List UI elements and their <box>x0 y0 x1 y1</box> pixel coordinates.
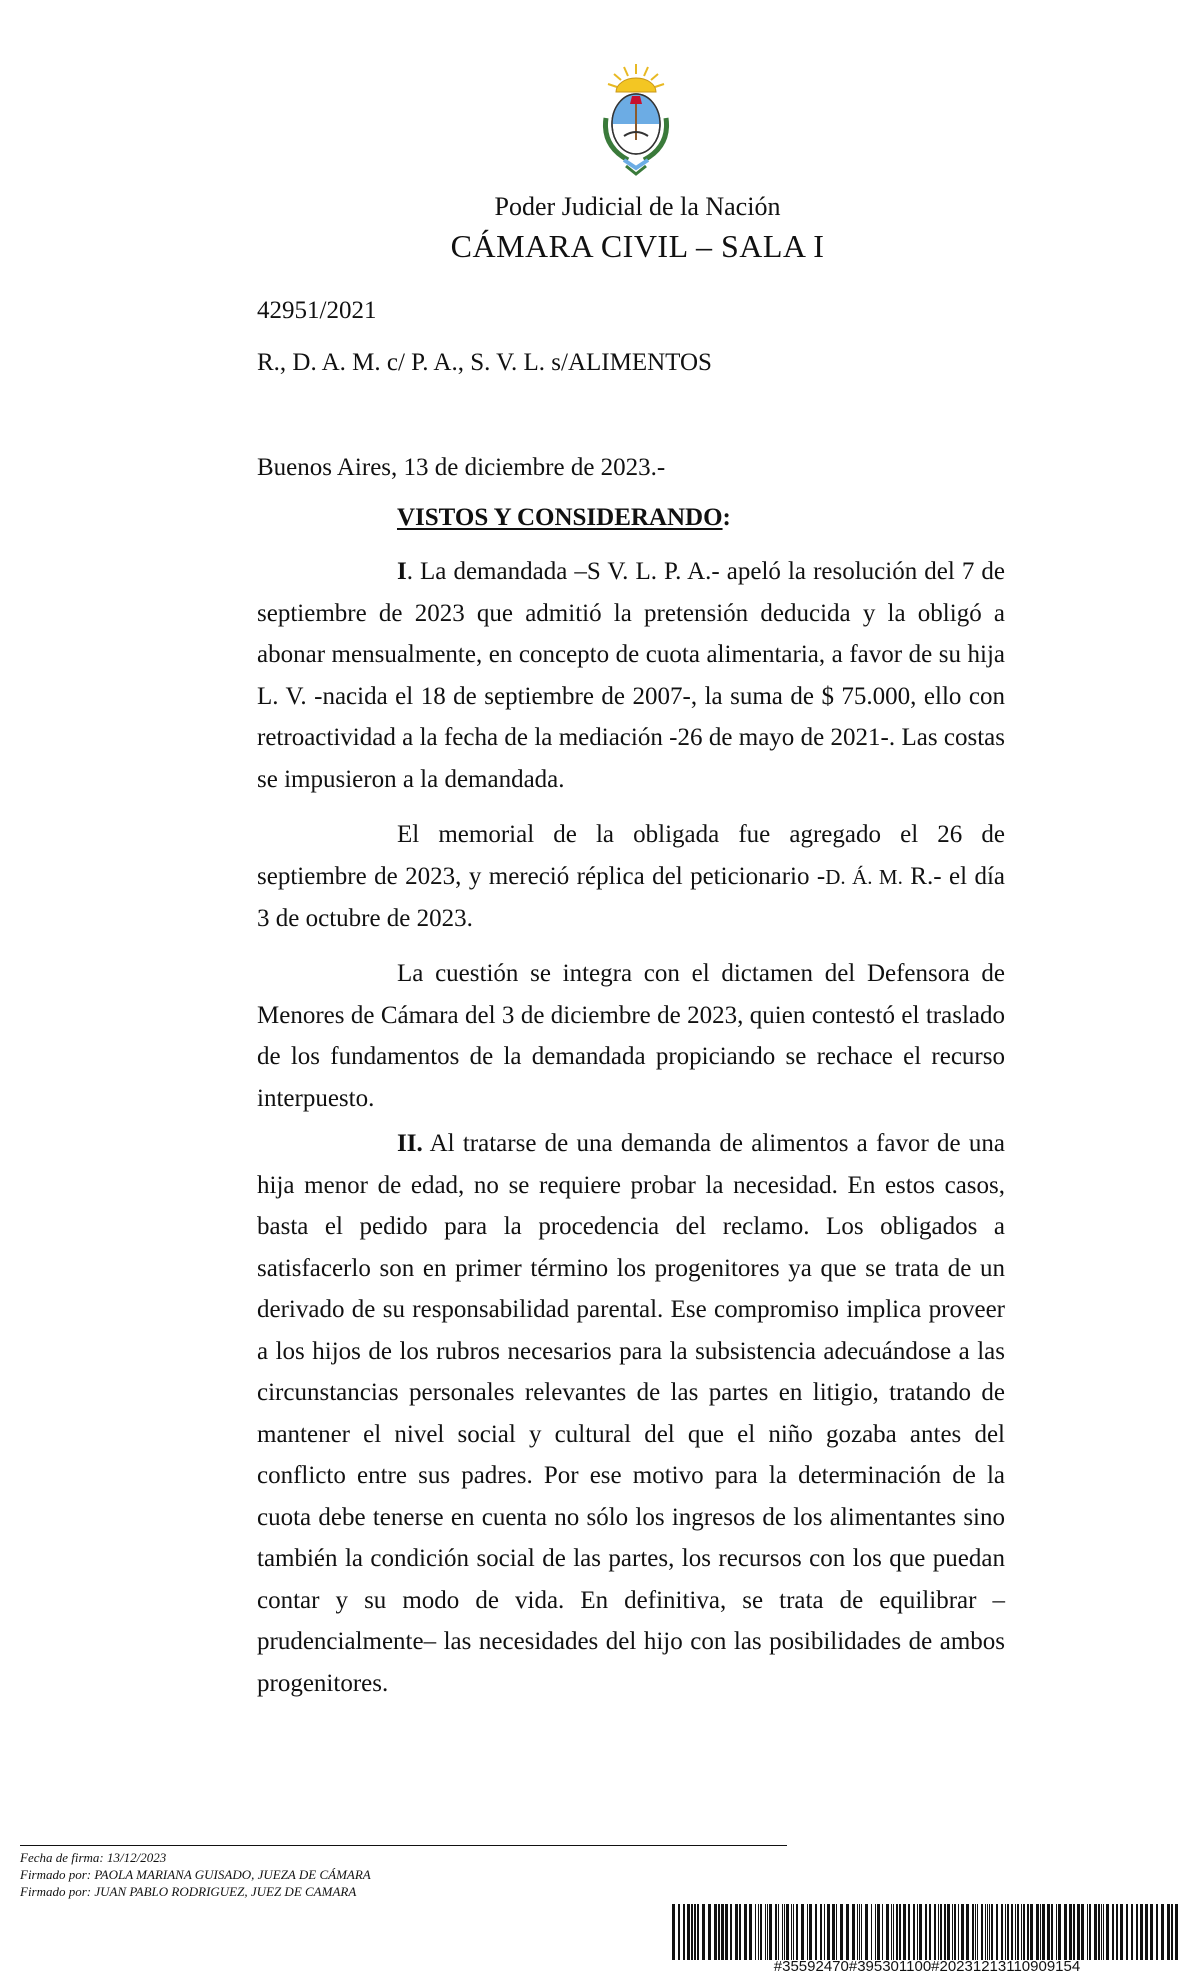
barcode-bar <box>871 1904 872 1960</box>
barcode-bar <box>793 1904 794 1960</box>
barcode-bar <box>735 1904 738 1960</box>
barcode-bar <box>832 1904 835 1960</box>
barcode-bar <box>991 1904 993 1960</box>
paragraph-2-initials: D. Á. M. <box>825 864 903 889</box>
barcode-bar <box>739 1904 741 1960</box>
barcode-bar <box>678 1904 680 1960</box>
barcode-bar <box>954 1904 956 1960</box>
barcode-bar <box>886 1904 889 1960</box>
barcode-bar <box>767 1904 768 1960</box>
paragraph-2-text-after: R.- el día 3 de octubre de 2023. <box>257 862 1005 932</box>
barcode-bar <box>1106 1904 1109 1960</box>
barcode-bar <box>1171 1904 1173 1960</box>
barcode-bar <box>836 1904 837 1960</box>
barcode-bar <box>985 1904 986 1960</box>
barcode-bar <box>875 1904 876 1960</box>
barcode-bar <box>1087 1904 1088 1960</box>
barcode-bar <box>708 1904 711 1960</box>
barcode-bar <box>896 1904 898 1960</box>
barcode-bar <box>940 1904 942 1960</box>
case-number: 42951/2021 <box>257 297 377 324</box>
barcode-bar <box>702 1904 705 1960</box>
barcode-bar <box>1150 1904 1153 1960</box>
barcode-bar <box>859 1904 860 1960</box>
barcode-bar <box>972 1904 974 1960</box>
paragraph-3 <box>257 953 1005 1119</box>
barcode-bar <box>1094 1904 1097 1960</box>
barcode-bar <box>989 1904 990 1960</box>
barcode-bar <box>801 1904 804 1960</box>
barcode-bar <box>1140 1904 1143 1960</box>
barcode-bar <box>1036 1904 1039 1960</box>
barcode-bar <box>1051 1904 1053 1960</box>
barcode-bar <box>683 1904 685 1960</box>
paragraph-1-mark: I <box>397 558 407 585</box>
barcode-bar <box>721 1904 724 1960</box>
barcode-bar <box>1116 1904 1118 1960</box>
barcode-bar <box>778 1904 779 1960</box>
barcode-bar <box>1167 1904 1170 1960</box>
barcode-bar <box>765 1904 766 1960</box>
barcode-bar <box>1136 1904 1138 1960</box>
institution-name: Poder Judicial de la Nación <box>494 192 781 221</box>
paragraph-2 <box>257 814 1005 940</box>
barcode-bar <box>977 1904 978 1960</box>
barcode-bar <box>775 1904 777 1960</box>
barcode-bar <box>996 1904 998 1960</box>
paragraph-1-text: . La demandada –S V. L. P. A.- apeló la resolución del 7 de septiembre de 2023 que admitió la pretensión deducida y la obligó a abonar mensualmente, en concepto de cuota alimentaria, a favor de su hija L. V. -nacida el 18 de septiembre de 2007-, la suma de $ 75.000, ello con retroactividad a la fecha de la mediación -26 de mayo de 2021-. Las costas se impusieron a la demandada. <box>257 558 1005 793</box>
barcode-bar <box>925 1904 927 1960</box>
barcode-bar <box>796 1904 798 1960</box>
barcode-bar <box>891 1904 892 1960</box>
barcode-bar <box>1056 1904 1057 1960</box>
barcode-bar <box>938 1904 939 1960</box>
barcode-bar <box>1058 1904 1061 1960</box>
signature-date: Fecha de firma: 13/12/2023 <box>20 1850 167 1865</box>
barcode-bar <box>987 1904 988 1960</box>
barcode-bar <box>966 1904 969 1960</box>
barcode-bar <box>1030 1904 1033 1960</box>
barcode-bar <box>718 1904 720 1960</box>
barcode-bar <box>1047 1904 1050 1960</box>
barcode-bar <box>908 1904 910 1960</box>
barcode-bar <box>1073 1904 1075 1960</box>
paragraph-1 <box>257 551 1005 800</box>
barcode-bar <box>820 1904 822 1960</box>
barcode-bar <box>760 1904 762 1960</box>
barcode-bar <box>1077 1904 1080 1960</box>
barcode-bar <box>791 1904 792 1960</box>
barcode-bar <box>1175 1904 1178 1960</box>
barcode-bar <box>1089 1904 1091 1960</box>
barcode-bar <box>1069 1904 1072 1960</box>
barcode-bar <box>807 1904 808 1960</box>
barcode-bar <box>1027 1904 1029 1960</box>
barcode-bar <box>882 1904 883 1960</box>
barcode-bar <box>917 1904 918 1960</box>
barcode-bar <box>697 1904 699 1960</box>
barcode-bar <box>1098 1904 1100 1960</box>
section-heading <box>397 504 731 532</box>
barcode-bar <box>865 1904 868 1960</box>
barcode-bar <box>958 1904 959 1960</box>
barcode-bar <box>782 1904 783 1960</box>
signature-signer-1: Firmado por: PAOLA MARIANA GUISADO, JUEZA DE CÁMARA <box>20 1867 371 1882</box>
barcode-bar <box>1131 1904 1133 1960</box>
paragraph-4-text: Al tratarse de una demanda de alimentos a favor de una hija menor de edad, no se requiere probar la necesidad. En estos casos, basta el pedido para la procedencia del reclamo. Los obligados a satisfacerlo son en primer término los progenitores ya que se trata de un derivado de su responsabilidad parental. Ese compromiso implica proveer a los hijos de los rubros necesarios para la subsistencia adecuándose a las circunstancias personales relevantes de las partes en litigio, tratando de mantener el nivel social y cultural del que el niño gozaba antes del conflicto entre sus padres. Por ese motivo para la determinación de la cuota debe tenerse en cuenta no sólo los ingresos de los alimentantes sino también la condición social de las partes, los recursos con los que puedan contar y su modo de vida. En definitiva, se trata de equilibrar –prudencialmente– las necesidades del hijo con las posibilidades de ambos progenitores. <box>257 1130 1005 1697</box>
barcode-bar <box>1040 1904 1041 1960</box>
barcode-bar <box>786 1904 789 1960</box>
barcode-bar <box>827 1904 830 1960</box>
barcode-bar <box>877 1904 880 1960</box>
paragraph-3-text: La cuestión se integra con el dictamen del Defensora de Menores de Cámara del 3 de diciembre de 2023, quien contestó el traslado de los fundamentos de la demandada propiciando se rechace el recurso interpuesto. <box>257 960 1005 1112</box>
barcode-bar <box>815 1904 817 1960</box>
barcode-bar <box>1017 1904 1019 1960</box>
barcode-bar <box>725 1904 728 1960</box>
barcode-bar <box>694 1904 696 1960</box>
barcode-bar <box>857 1904 858 1960</box>
barcode-bar <box>903 1904 906 1960</box>
barcode-bar <box>1007 1904 1009 1960</box>
section-heading-underlined: VISTOS Y CONSIDERANDO <box>397 504 723 531</box>
paragraph-4-mark: II. <box>397 1130 423 1157</box>
barcode-bar <box>899 1904 901 1960</box>
barcode-bar <box>784 1904 785 1960</box>
barcode-bar <box>1011 1904 1013 1960</box>
barcode-bar <box>852 1904 855 1960</box>
case-caption: R., D. A. M. c/ P. A., S. V. L. s/ALIMENTOS <box>257 349 712 376</box>
barcode-bar <box>1103 1904 1104 1960</box>
barcode-bar <box>1126 1904 1128 1960</box>
barcode-bar <box>672 1904 675 1960</box>
barcode-bar <box>947 1904 950 1960</box>
barcode-bar <box>691 1904 693 1960</box>
barcode-bar <box>1101 1904 1102 1960</box>
barcode-code: #35592470#395301100#20231213110909154 <box>773 1958 1081 1975</box>
barcode-bar <box>1156 1904 1158 1960</box>
barcode-bar <box>961 1904 964 1960</box>
barcode-bar <box>913 1904 915 1960</box>
barcode-bar <box>730 1904 732 1960</box>
barcode-bar <box>1120 1904 1123 1960</box>
chamber-name: CÁMARA CIVIL – SALA I <box>450 228 825 264</box>
barcode-bar <box>1161 1904 1164 1960</box>
barcode-bar <box>1005 1904 1006 1960</box>
barcode-bar <box>824 1904 825 1960</box>
barcode-bar <box>952 1904 953 1960</box>
barcode-bar <box>755 1904 756 1960</box>
barcode-bar <box>1001 1904 1003 1960</box>
barcode-bar <box>1021 1904 1022 1960</box>
barcode-bar <box>744 1904 747 1960</box>
barcode-bar <box>981 1904 983 1960</box>
barcode-bar <box>1064 1904 1067 1960</box>
barcode-bar <box>769 1904 772 1960</box>
barcode-bar <box>861 1904 862 1960</box>
barcode-bar <box>1145 1904 1148 1960</box>
barcode-bar <box>758 1904 759 1960</box>
barcode-bar <box>934 1904 936 1960</box>
barcode-bar <box>846 1904 849 1960</box>
coat-of-arms-seal <box>596 62 676 178</box>
barcode-bar <box>687 1904 690 1960</box>
barcode-bar <box>809 1904 812 1960</box>
section-heading-colon: : <box>722 504 731 531</box>
signature-divider <box>20 1845 787 1846</box>
barcode-bar <box>749 1904 752 1960</box>
barcode-bar <box>1023 1904 1025 1960</box>
barcode-bar <box>1112 1904 1114 1960</box>
barcode-bar <box>714 1904 717 1960</box>
barcode-bar <box>893 1904 894 1960</box>
barcode-bar <box>929 1904 931 1960</box>
barcode-bar <box>975 1904 976 1960</box>
date-line: Buenos Aires, 13 de diciembre de 2023.- <box>257 454 666 481</box>
barcode-bar <box>1042 1904 1045 1960</box>
document-barcode <box>672 1904 1182 1960</box>
barcode-bar <box>944 1904 946 1960</box>
paragraph-4 <box>257 1123 1005 1704</box>
barcode-bar <box>840 1904 843 1960</box>
barcode-bar <box>1081 1904 1084 1960</box>
paragraph-2-text-before: El memorial de la obligada fue agregado el 26 de septiembre de 2023, y mereció réplica del peticionario - <box>257 821 1005 890</box>
signature-signer-2: Firmado por: JUAN PABLO RODRIGUEZ, JUEZ DE CAMARA <box>20 1884 357 1899</box>
barcode-bar <box>919 1904 922 1960</box>
barcode-bar <box>1015 1904 1016 1960</box>
